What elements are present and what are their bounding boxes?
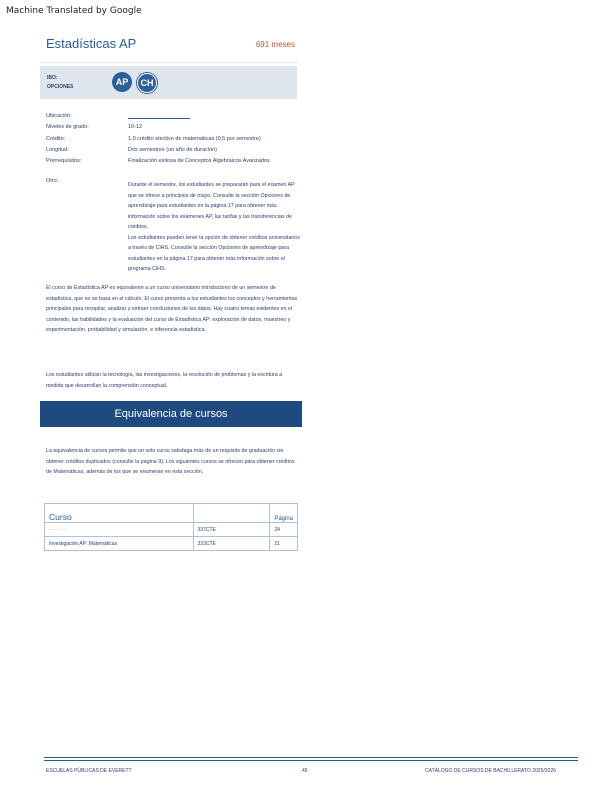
length-label: Longitud:: [46, 147, 69, 153]
machine-translated-banner: Machine Translated by Google: [6, 6, 142, 16]
cihs-badge-icon: CH: [137, 73, 157, 93]
course-title: Estadísticas AP: [46, 36, 137, 51]
footer-divider: [44, 757, 578, 758]
ap-exam-note: Durante el semestre, los estudiantes se prepararán para el examen AP que se ofrece a principios de mayo. Consulte la sección Opciones de aprendizaje para estudiantes en la página 17 para obtener más información sobre los exámenes AP, las tarifas y las transferencias de créditos.: [128, 182, 295, 230]
footer-divider: [44, 760, 578, 761]
course-duration: 691 meses: [255, 40, 295, 49]
footer-catalog: CATÁLOGO DE CURSOS DE BACHILLERATO 2025/2026: [425, 768, 556, 774]
credit-label: Crédito:: [46, 136, 66, 142]
course-code: 337CTE: [193, 523, 270, 537]
header-course: Curso: [45, 504, 194, 523]
title-divider: [40, 62, 298, 63]
equivalency-heading: Equivalencia de cursos: [40, 401, 302, 427]
cihs-note: Los estudiantes pueden tener la opción de obtener créditos universitarios a través de CiHS. Consulte la sección Opciones de aprendizaje para estudiantes en la página 17 para obtener más información sobre el programa CiHS.: [128, 234, 300, 272]
other-label: Otro:: [46, 178, 59, 184]
prerequisites-label: Prerrequisitos:: [46, 158, 82, 164]
options-label: OPCIONES: [47, 84, 74, 90]
course-name: Investigación AP: Matemáticas: [45, 537, 194, 551]
options-bar: [40, 66, 297, 99]
course-code: 333CTE: [193, 537, 270, 551]
course-skills-text: Los estudiantes utilizan la tecnología, las investigaciones, la resolución de problemas y la escritura a medida que desarrollan la comprensión conceptual.: [46, 372, 283, 389]
table-header-row: [45, 504, 298, 523]
course-name: · · · · · ·: [45, 523, 194, 537]
other-notes: [128, 180, 303, 275]
course-equivalency-table: [44, 503, 298, 551]
course-description: El curso de Estadística AP es equivalente a un curso universitario introductorio de un semestre de estadística, que no se basa en el cálculo. El curso presenta a los estudiantes los conceptos y herramientas principales para recopilar, analizar y extraer conclusiones de los datos. Hay cuatro temas evidentes en el contenido, las habilidades y la evaluación del curso de Estadística AP: exploración de datos, muestreo y experimentación, probabilidad y simulación, e inferencia estadística.: [46, 285, 298, 333]
ap-badge-icon: AP: [112, 72, 132, 92]
grade-levels-value: 10-12: [128, 124, 143, 130]
footer-page-number: 45: [302, 768, 308, 774]
header-page: Página: [270, 504, 298, 523]
course-page: 21: [270, 537, 298, 551]
footer-district: ESCUELAS PÚBLICAS DE EVERETT: [46, 768, 132, 774]
grade-levels-label: Niveles de grado:: [46, 124, 89, 130]
prerequisites-value: Finalización exitosa de Conceptos Algebraicos Avanzados: [128, 158, 270, 164]
course-page: 24: [270, 523, 298, 537]
table-row: [45, 523, 298, 537]
equivalency-text: La equivalencia de cursos permite que un solo curso satisfaga más de un requisito de graduación sin obtener créditos duplicados (consulte la página 9). Los siguientes cursos se ofrecen para obtener créditos de Matemáticas, además de los que se enumeran en esta sección.: [46, 448, 295, 475]
credit-value: 1.0 crédito electivo de matemáticas (0,5 por semestre): [128, 136, 261, 142]
location-link[interactable]: [128, 118, 190, 119]
table-row: [45, 537, 298, 551]
length-value: Dos semestres (un año de duración): [128, 147, 217, 153]
header-code: [193, 504, 270, 523]
ibo-label: IBO:: [47, 75, 58, 81]
location-label: Ubicación:: [46, 113, 72, 119]
